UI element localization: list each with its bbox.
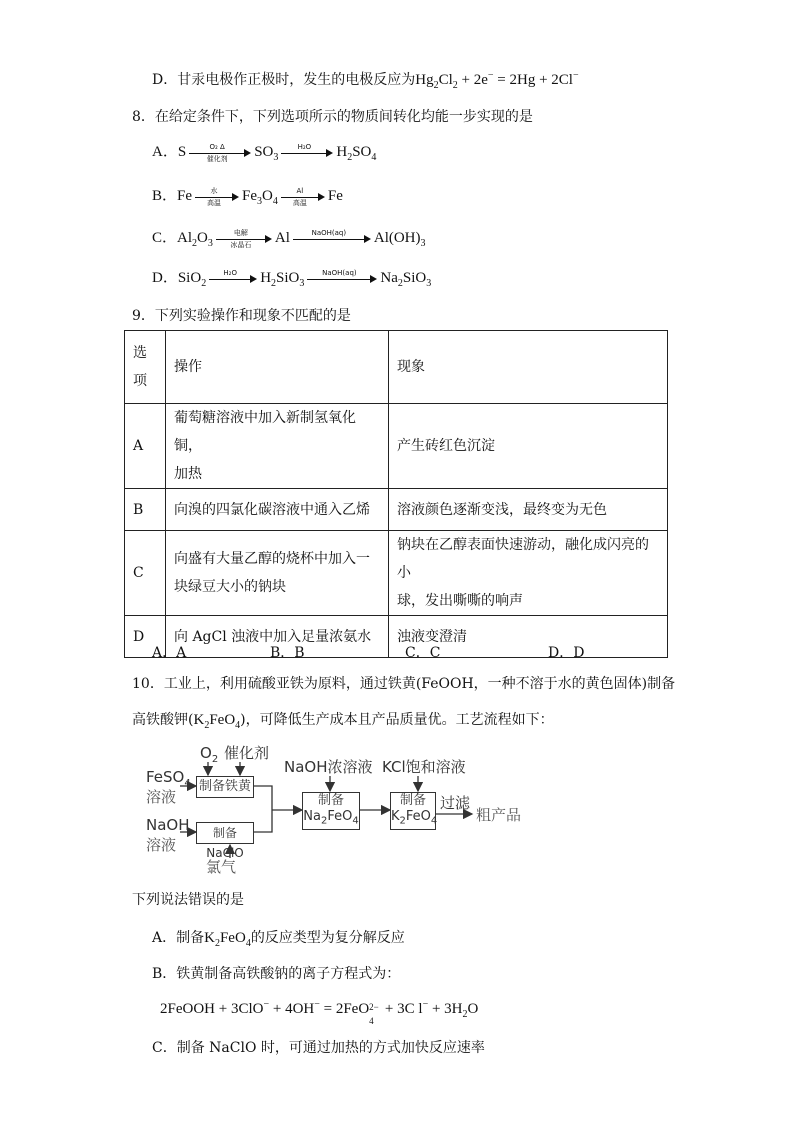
reaction-arrow: O₂ Δ 催化剂 <box>189 143 251 163</box>
box-make-na2feo4: 制备 $Na_2FeO_4$ <box>302 792 360 830</box>
reaction-arrow: NaOH(aq) <box>307 269 377 289</box>
q7-d-equation: $Hg_2Cl_2 + 2e^- = 2Hg + 2Cl^-$ <box>415 70 579 91</box>
q8-option-b: B．Fe 水 高温 $Fe_3O_4$ Al 高温 Fe <box>152 186 343 207</box>
q10-stem-line2: 高铁酸钾$(K_2FeO_4)$，可降低生产成本且产品质量优。工艺流程如下： <box>132 712 554 731</box>
header-option: 选 项 <box>125 331 166 404</box>
q8-stem: 8．在给定条件下，下列选项所示的物质间转化均能一步实现的是 <box>132 109 533 125</box>
q10-option-c: C．制备 NaClO 时，可通过加热的方式加快反应速率 <box>152 1040 485 1056</box>
q7-option-d: D．甘汞电极作正极时，发生的电极反应为$Hg_2Cl_2 + 2e^- = 2Hg + 2Cl^-$ <box>152 70 579 91</box>
q9-stem: 9．下列实验操作和现象不匹配的是 <box>132 308 351 324</box>
q8-option-c: C．$Al_2O_3$ 电解 冰晶石 Al NaOH(aq) $Al(OH)_3$ <box>152 228 426 249</box>
q9-choice-c: C．C <box>405 645 441 661</box>
reaction-arrow: NaOH(aq) <box>293 229 371 249</box>
table-row: A 葡萄糖溶液中加入新制氢氧化铜， 加热 产生砖红色沉淀 <box>125 404 668 489</box>
kcl-saturated-label: KCl饱和溶液 <box>382 758 466 776</box>
q9-choice-b: B．B <box>270 645 305 661</box>
table-row: D 向 AgCl 浊液中加入足量浓氨水 浊液变澄清 <box>125 616 668 658</box>
table-row: C 向盛有大量乙醇的烧杯中加入一 块绿豆大小的钠块 钠块在乙醇表面快速游动，融化成闪亮的小 球，发出嘶嘶的响声 <box>125 531 668 616</box>
naoh-label: NaOH <box>146 816 190 834</box>
header-operation: 操作 <box>166 331 389 404</box>
naoh-conc-label: NaOH浓溶液 <box>284 758 373 776</box>
reaction-arrow: 电解 冰晶石 <box>216 229 272 249</box>
reaction-arrow: H₂O <box>209 269 257 289</box>
o2-label: $O_2$ <box>200 744 219 765</box>
header-phenomenon: 现象 <box>389 331 668 404</box>
box-make-k2feo4: 制备 $K_2FeO_4$ <box>390 792 436 830</box>
table-row: B 向溴的四氯化碳溶液中通入乙烯 溶液颜色逐渐变浅，最终变为无色 <box>125 489 668 531</box>
q10-sub-stem: 下列说法错误的是 <box>132 892 244 908</box>
q10-option-b-equation: 2FeOOH + 3ClO− + 4OH− = 2FeO 2− 4 + 3C $l^- + 3H_2O$ <box>160 999 479 1026</box>
q9-choice-a: A．A <box>152 645 187 661</box>
q10-option-b: B．铁黄制备高铁酸钠的离子方程式为： <box>152 966 401 982</box>
q10-stem-line1: 10．工业上，利用硫酸亚铁为原料，通过铁黄(FeOOH，一种不溶于水的黄色固体)制备 <box>132 676 676 692</box>
box-make-naclo: 制备NaClO <box>196 822 254 844</box>
q8-option-d: D．SiO$_2$ H₂O $H_2SiO_3$ NaOH(aq) $Na_2SiO_3$ <box>152 268 432 289</box>
reaction-arrow: Al 高温 <box>281 187 325 207</box>
q8-option-a: A．S O₂ Δ 催化剂 $SO_3$ H₂O $H_2SO_4$ <box>152 142 377 163</box>
naoh-solution-label: 溶液 <box>146 836 177 854</box>
feso4-solution-label: 溶液 <box>146 788 177 806</box>
feso4-label: FeSO$_4$ <box>146 768 191 789</box>
chlorine-label: 氯气 <box>206 858 237 876</box>
reaction-arrow: H₂O <box>281 143 333 163</box>
reaction-arrow: 水 高温 <box>195 187 239 207</box>
q9-choice-d: D．D <box>548 645 585 661</box>
catalyst-label: 催化剂 <box>224 744 270 762</box>
box-make-iron-yellow: 制备铁黄 <box>196 776 254 798</box>
q10-option-a: A．制备$K_2FeO_4$的反应类型为复分解反应 <box>152 930 405 949</box>
filter-label: 过滤 <box>440 794 471 812</box>
crude-product-label: 粗产品 <box>476 806 522 824</box>
